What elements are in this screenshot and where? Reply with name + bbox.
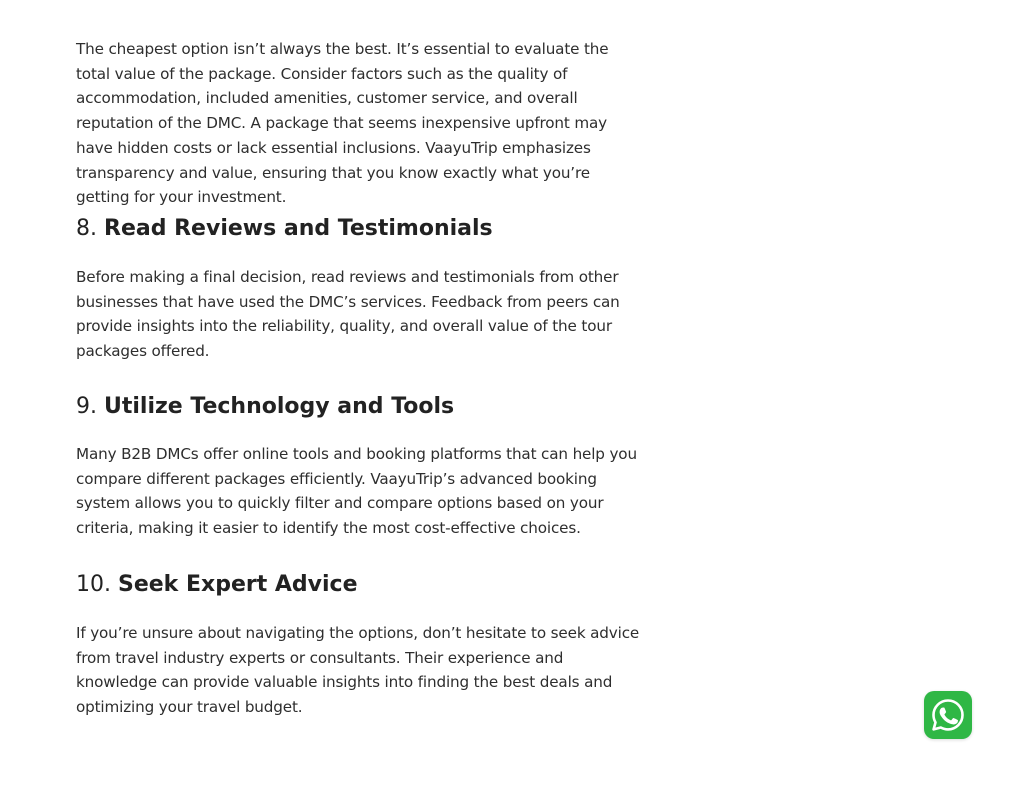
intro-paragraph: The cheapest option isn’t always the best. It’s essential to evaluate the total value of the package. Consider factors such as the quality of accommodation, included amenities, customer service, and overall reputation of the DMC. A package that seems inexpensive upfront may have hidden costs or lack essential inclusions. VaayuTrip emphasizes transparency and value, ensuring that you know exactly what you’re getting for your investment. [76,40,609,207]
section-title: Utilize Technology and Tools [104,394,455,419]
section-heading-9 [76,392,454,422]
section-paragraph-8: Before making a final decision, read reviews and testimonials from other businesses that have used the DMC’s services. Feedback from peers can provide insights into the reliability, quality, and overall value of the tour packages offered. [76,268,620,361]
section-number: 10. [76,572,111,597]
section-paragraph-9: Many B2B DMCs offer online tools and booking platforms that can help you compare different packages efficiently. VaayuTrip’s advanced booking system allows you to quickly filter and compare options based on your criteria, making it easier to identify the most cost-effective choices. [76,445,637,538]
section-paragraph-10: If you’re unsure about navigating the options, don’t hesitate to seek advice from travel industry experts or consultants. Their experience and knowledge can provide valuable insights into finding the best deals and optimizing your travel budget. [76,624,640,717]
section-heading-8 [76,214,493,244]
section-title: Read Reviews and Testimonials [104,216,493,241]
section-number: 8. [76,216,97,241]
section-title: Seek Expert Advice [118,572,358,597]
section-number: 9. [76,394,97,419]
section-heading-10 [76,570,358,600]
whatsapp-icon [929,696,967,734]
whatsapp-chat-button[interactable] [924,691,972,739]
